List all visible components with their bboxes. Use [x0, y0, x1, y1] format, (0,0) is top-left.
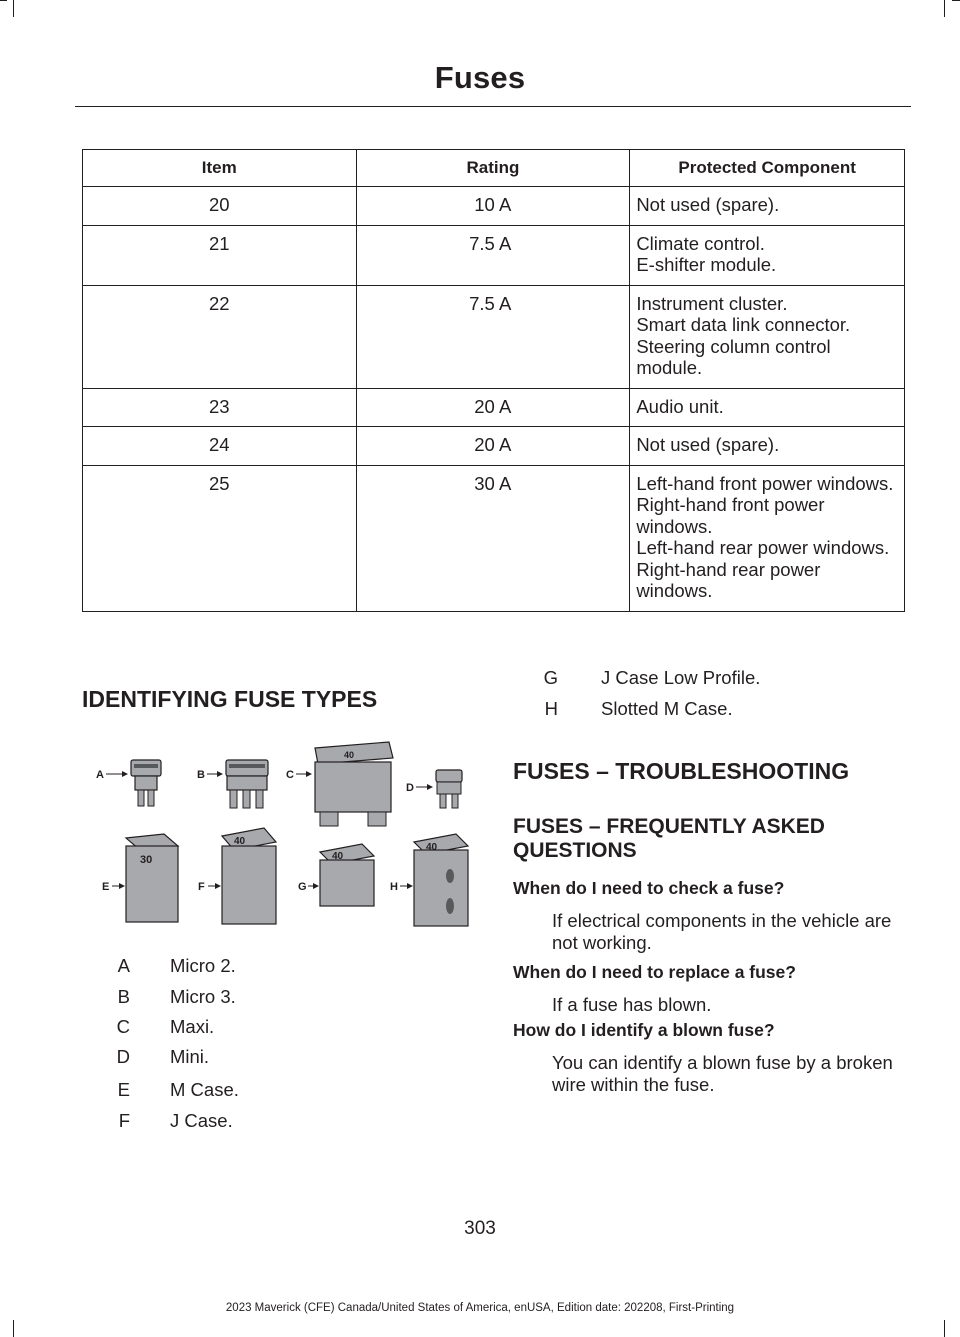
figure-label-b: B	[197, 769, 205, 781]
legend-letter: D	[116, 1046, 130, 1067]
rating-cell: 7.5 A	[356, 285, 630, 388]
page-number: 303	[464, 1218, 496, 1239]
legend-description: J Case.	[170, 1110, 233, 1131]
legend-letter: G	[543, 667, 558, 688]
column-header-item: Item	[83, 150, 357, 187]
crop-mark	[944, 0, 945, 17]
item-cell: 23	[83, 388, 357, 427]
item-cell: 25	[83, 465, 357, 611]
legend-letter: E	[117, 1079, 130, 1100]
figure-label-h: H	[390, 881, 398, 893]
fuse-table	[82, 149, 905, 612]
faq-question: When do I need to check a fuse?	[513, 878, 785, 898]
table-row	[83, 465, 905, 611]
table-row	[83, 225, 905, 285]
legend-description: Slotted M Case.	[601, 698, 733, 719]
protected-component-line: Instrument cluster.	[636, 292, 788, 314]
figure-label-e: E	[102, 881, 110, 893]
fuse-types-figure	[94, 738, 474, 930]
column-header-rating: Rating	[356, 150, 630, 187]
legend-description: J Case Low Profile.	[601, 667, 761, 688]
crop-mark	[952, 0, 960, 1]
legend-letter: F	[118, 1110, 130, 1131]
fuse-micro3-illustration	[226, 760, 268, 808]
legend-letter: A	[117, 955, 130, 976]
figure-label-g: G	[298, 881, 307, 893]
protected-component-line: Left-hand front power windows.	[636, 472, 894, 494]
section-title-faq: FUSES – FREQUENTLY ASKED QUESTIONS	[513, 815, 825, 862]
faq-answer: You can identify a blown fuse by a broken wire within the fuse.	[552, 1052, 893, 1095]
fuse-m-case-illustration	[126, 834, 178, 922]
fuse-maxi-illustration	[315, 742, 393, 826]
legend-letter: C	[116, 1016, 130, 1037]
protected-component-cell	[630, 427, 905, 466]
legend-description: M Case.	[170, 1079, 239, 1100]
protected-component-cell	[630, 388, 905, 427]
faq-question: How do I identify a blown fuse?	[513, 1020, 775, 1040]
figure-label-d: D	[406, 782, 414, 794]
header-divider	[75, 106, 911, 107]
table-row	[83, 285, 905, 388]
figure-label-a: A	[96, 769, 104, 781]
fuse-j-case-low-profile-illustration	[320, 844, 374, 906]
protected-component-cell	[630, 187, 905, 226]
item-cell: 24	[83, 427, 357, 466]
figure-label-c: C	[286, 769, 294, 781]
table-row	[83, 187, 905, 226]
protected-component-cell	[630, 285, 905, 388]
section-title-troubleshooting: FUSES – TROUBLESHOOTING	[513, 758, 850, 784]
rating-cell: 20 A	[356, 388, 630, 427]
protected-component-line: Right-hand front power windows.	[636, 494, 825, 537]
protected-component-line: Smart data link connector.	[636, 314, 851, 335]
protected-component-line: E-shifter module.	[636, 254, 777, 275]
figure-marking-j-case: 40	[234, 836, 246, 847]
protected-component-line: Not used (spare).	[636, 194, 780, 215]
item-cell: 20	[83, 187, 357, 226]
rating-cell: 10 A	[356, 187, 630, 226]
legend-description: Maxi.	[170, 1016, 215, 1037]
figure-marking-m-case: 30	[140, 854, 153, 866]
figure-marking-j-case-low-profile: 40	[332, 851, 344, 862]
protected-component-line: Not used (spare).	[636, 434, 780, 455]
footer-edition-info: 2023 Maverick (CFE) Canada/United States of America, enUSA, Edition date: 202208, First-Printing	[225, 1302, 735, 1314]
protected-component-line: Right-hand rear power windows.	[636, 558, 821, 601]
column-header-protected-component: Protected Component	[630, 150, 905, 187]
legend-description: Micro 2.	[170, 955, 236, 976]
protected-component-cell	[630, 225, 905, 285]
protected-component-line: Audio unit.	[636, 395, 724, 417]
protected-component-cell	[630, 465, 905, 611]
figure-marking-slotted-m-case: 40	[426, 842, 438, 853]
crop-mark	[944, 1320, 945, 1337]
table-row	[83, 427, 905, 466]
rating-cell: 30 A	[356, 465, 630, 611]
page-title: Fuses	[434, 60, 526, 95]
fuse-slotted-m-case-illustration	[414, 834, 468, 926]
rating-cell: 20 A	[356, 427, 630, 466]
figure-label-f: F	[198, 881, 205, 893]
figure-marking-maxi: 40	[344, 750, 355, 760]
section-title-identifying-fuse-types: IDENTIFYING FUSE TYPES	[82, 686, 378, 712]
fuse-mini-illustration	[436, 770, 462, 808]
protected-component-line: Steering column control module.	[636, 335, 831, 378]
crop-mark	[13, 1320, 14, 1337]
table-header-row	[83, 150, 905, 187]
legend-letter: B	[117, 986, 130, 1007]
protected-component-line: Left-hand rear power windows.	[636, 537, 890, 558]
legend-description: Mini.	[170, 1046, 210, 1067]
faq-answer: If a fuse has blown.	[552, 994, 712, 1015]
faq-question: When do I need to replace a fuse?	[513, 962, 796, 982]
legend-description: Micro 3.	[170, 986, 236, 1007]
protected-component-line: Climate control.	[636, 232, 765, 254]
table-row	[83, 388, 905, 427]
legend-letter: H	[544, 698, 558, 719]
faq-answer: If electrical components in the vehicle are not working.	[552, 910, 892, 953]
item-cell: 21	[83, 225, 357, 285]
item-cell: 22	[83, 285, 357, 388]
rating-cell: 7.5 A	[356, 225, 630, 285]
fuse-micro2-illustration	[131, 760, 161, 806]
crop-mark	[13, 0, 14, 17]
fuse-j-case-illustration	[222, 828, 276, 924]
crop-mark	[0, 0, 7, 1]
